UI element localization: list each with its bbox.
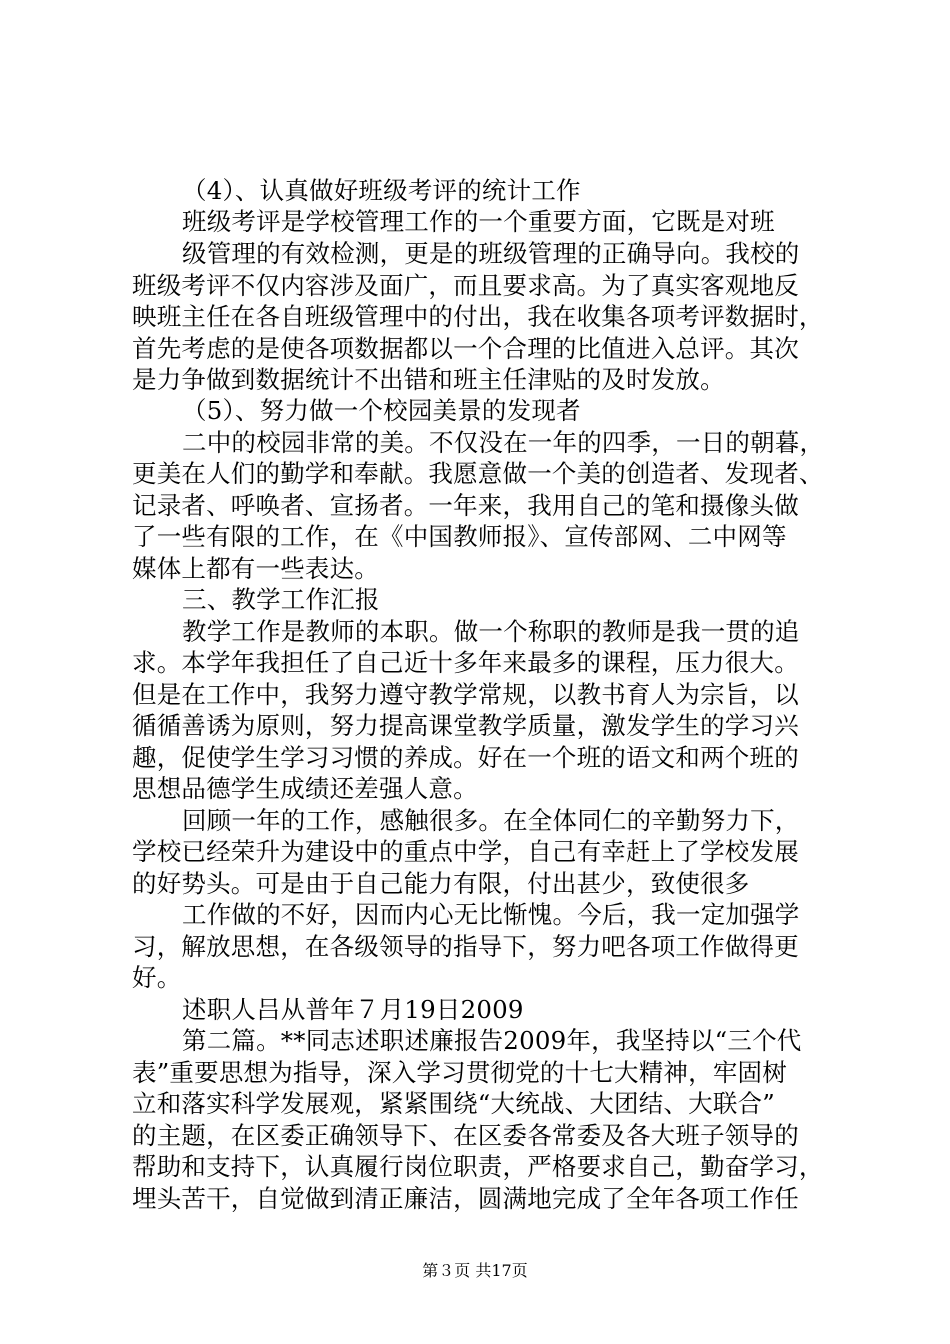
text-line-4: 班级考评不仅内容涉及面广，而且要求高。为了真实客观地反 xyxy=(132,271,799,300)
text-line-19: 趣，促使学生学习习惯的养成。好在一个班的语文和两个班的 xyxy=(132,743,799,772)
text-line-29: 表”重要思想为指导，深入学习贯彻党的十七大精神，牢固树 xyxy=(132,1058,787,1087)
text-line-18: 循循善诱为原则，努力提高课堂教学质量，激发学生的学习兴 xyxy=(132,711,799,740)
text-line-7: 是力争做到数据统计不出错和班主任津贴的及时发放。 xyxy=(132,365,725,394)
page-footer: 第３页 共17页 xyxy=(422,1261,528,1280)
text-line-32: 帮助和支持下，认真履行岗位职责，严格要求自己，勤奋学习， xyxy=(132,1152,824,1181)
text-line-1: （4）、认真做好班级考评的统计工作 xyxy=(182,176,581,205)
text-line-2: 班级考评是学校管理工作的一个重要方面，它既是对班 xyxy=(182,207,775,236)
text-line-23: 的好势头。可是由于自己能力有限，付出甚少，致使很多 xyxy=(132,869,750,898)
text-line-15: 教学工作是教师的本职。做一个称职的教师是我一贯的追 xyxy=(182,617,800,646)
text-line-28: 第二篇。**同志述职述廉报告2009年，我坚持以“三个代 xyxy=(182,1026,802,1055)
text-line-30: 立和落实科学发展观，紧紧围绕“大统战、大团结、大联合” xyxy=(132,1089,775,1118)
text-line-17: 但是在工作中，我努力遵守教学常规，以教书育人为宗旨，以 xyxy=(132,680,799,709)
signature-line: 述职人吕从普年７月19日2009 xyxy=(182,995,524,1024)
text-line-25: 习，解放思想，在各级领导的指导下，努力吧各项工作做得更 xyxy=(132,932,799,961)
text-line-5: 映班主任在各自班级管理中的付出，我在收集各项考评数据时， xyxy=(132,302,824,331)
text-line-11: 记录者、呼唤者、宣扬者。一年来，我用自己的笔和摄像头做 xyxy=(132,491,799,520)
text-line-12: 了一些有限的工作，在《中国教师报》、宣传部网、二中网等 xyxy=(132,522,787,551)
text-line-16: 求。本学年我担任了自己近十多年来最多的课程，压力很大。 xyxy=(132,648,799,677)
text-line-22: 学校已经荣升为建设中的重点中学，自己有幸赶上了学校发展 xyxy=(132,837,799,866)
text-line-20: 思想品德学生成绩还差强人意。 xyxy=(132,774,478,803)
text-line-3: 级管理的有效检测，更是的班级管理的正确导向。我校的 xyxy=(182,239,800,268)
text-line-33: 埋头苦干，自觉做到清正廉洁，圆满地完成了全年各项工作任 xyxy=(132,1184,799,1213)
section-heading-teaching: 三、教学工作汇报 xyxy=(182,585,380,614)
text-line-21: 回顾一年的工作，感触很多。在全体同仁的辛勤努力下， xyxy=(182,806,800,835)
text-line-10: 更美在人们的勤学和奉献。我愿意做一个美的创造者、发现者、 xyxy=(132,459,824,488)
text-line-9: 二中的校园非常的美。不仅没在一年的四季，一日的朝暮， xyxy=(182,428,825,457)
text-line-24: 工作做的不好，因而内心无比惭愧。今后，我一定加强学 xyxy=(182,900,800,929)
text-line-13: 媒体上都有一些表达。 xyxy=(132,554,379,583)
text-line-26: 好。 xyxy=(132,963,182,992)
text-line-8: （5）、努力做一个校园美景的发现者 xyxy=(182,396,581,425)
text-line-31: 的主题，在区委正确领导下、在区委各常委及各大班子领导的 xyxy=(132,1121,799,1150)
text-line-6: 首先考虑的是使各项数据都以一个合理的比值进入总评。其次 xyxy=(132,334,799,363)
